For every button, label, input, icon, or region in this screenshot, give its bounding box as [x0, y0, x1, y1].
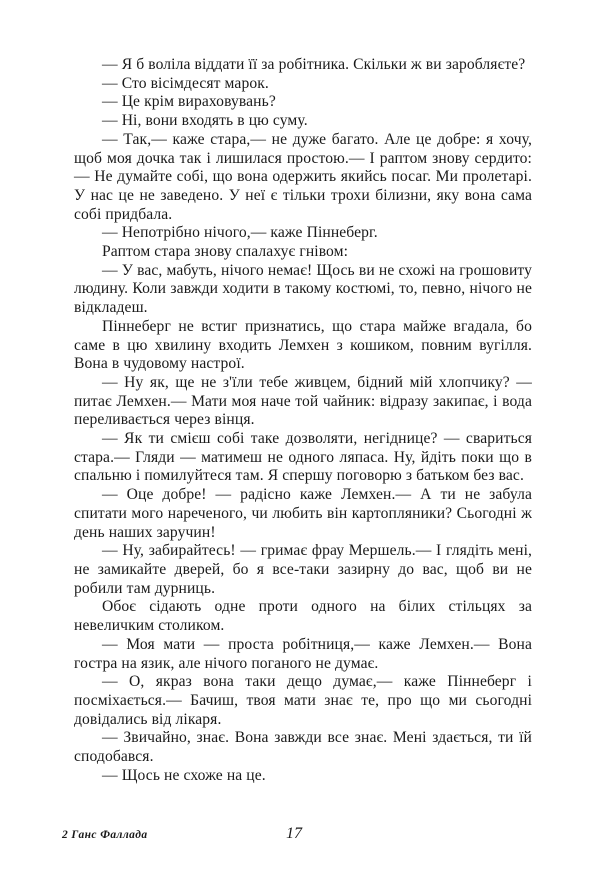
paragraph: — Як ти смієш собі таке дозволяти, негіднице? — свариться стара.— Гляди — матимеш не одного ляпаса. Ну, йдіть поки що в спальню і помилуйтеся там. Я спершу поговорю з батьком без вас.	[74, 430, 532, 485]
paragraph: — Звичайно, знає. Вона завжди все знає. Мені здається, ти їй сподобався.	[74, 729, 532, 766]
paragraph: — Оце добре! — радісно каже Лемхен.— А ти не забула спитати мого нареченого, чи любить він картопляники? Сьогодні ж день наших заручин!	[74, 486, 532, 541]
paragraph: Піннеберг не встиг признатись, що стара майже вгадала, бо саме в цю хвилину входить Лемхен з кошиком, повним вугілля. Вона в чудовому настрої.	[74, 317, 532, 373]
paragraph: — Я б воліла віддати її за робітника. Скільки ж ви заробляєте?	[102, 56, 526, 73]
page-number: 17	[286, 825, 302, 842]
paragraph: — Ну як, ще не з'їли тебе живцем, бідний мій хлопчику? — питає Лемхен.— Мати моя наче той чайник: відразу закипає, і вода переливається через вінця.	[74, 373, 532, 429]
paragraph: — Непотрібно нічого,— каже Піннеберг.	[102, 224, 378, 242]
paragraph: — Сто вісімдесят марок.	[102, 74, 269, 92]
paragraph: — Щось не схоже на це.	[102, 766, 266, 784]
paragraph: — Ні, вони входять в цю суму.	[102, 112, 308, 130]
printer-signature: 2 Ганс Фаллада	[62, 829, 148, 841]
paragraph: — Моя мати — проста робітниця,— каже Лемхен.— Вона гостра на язик, але нічого поганого не думає.	[74, 635, 532, 672]
paragraph: — О, якраз вона таки дещо думає,— каже Піннеберг і посміхається.— Бачиш, твоя мати знає те, про що ми сьогодні довідались від лікаря.	[74, 673, 532, 728]
paragraph: Раптом стара знову спалахує гнівом:	[102, 243, 349, 261]
paragraph: — Так,— каже стара,— не дуже багато. Але це добре: я хочу, щоб моя дочка так і лишилася простою.— І раптом знову сердито: — Не думайте собі, що вона одержить якийсь посаг. Ми пролетарі. У нас це не заведено. У неї є тільки трохи білизни, яку вона сама собі придбала.	[74, 130, 532, 223]
paragraph: — Це крім вираховувань?	[102, 93, 276, 111]
paragraph: — Ну, забирайтесь! — гримає фрау Мершель.— І глядіть мені, не замикайте дверей, бо я все-таки зазирну до вас, щоб ви не робили там дурниць.	[74, 542, 532, 597]
paragraph: — У вас, мабуть, нічого немає! Щось ви не схожі на грошовиту людину. Коли завжди ходити в такому костюмі, то, певно, нічого не відкладеш.	[74, 261, 532, 317]
page-footer	[62, 825, 532, 851]
text-body	[74, 56, 532, 785]
paragraph: Обоє сідають одне проти одного на білих стільцях за невеличким столиком.	[74, 598, 532, 635]
